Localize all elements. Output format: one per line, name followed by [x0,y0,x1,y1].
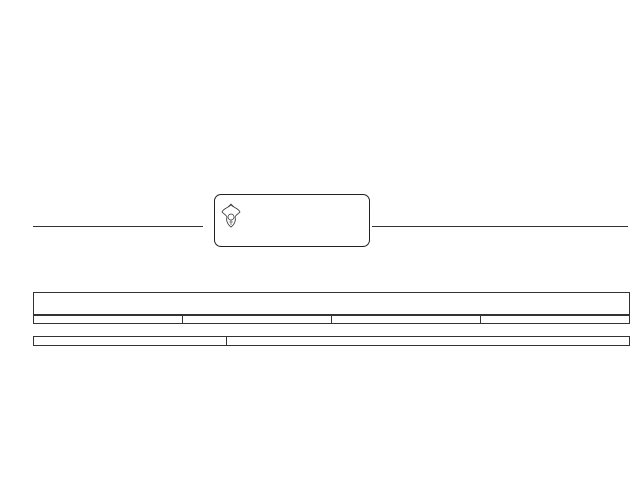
cadastral-number-table [33,336,630,346]
cadastral-number-label [34,337,227,346]
cadastral-number-value [227,337,630,346]
total-sheets [481,315,630,324]
name-signature-line [372,226,628,227]
object-type-cell [34,293,630,316]
sheet-of-section [34,315,183,324]
sheets-in-section [183,315,332,324]
page2-header-table [33,292,630,316]
coat-of-arms-icon [220,203,242,229]
electronic-signature-stamp [214,194,370,247]
position-signature-line [33,226,203,227]
total-sections [332,315,481,324]
sheet-info-table [33,314,630,324]
